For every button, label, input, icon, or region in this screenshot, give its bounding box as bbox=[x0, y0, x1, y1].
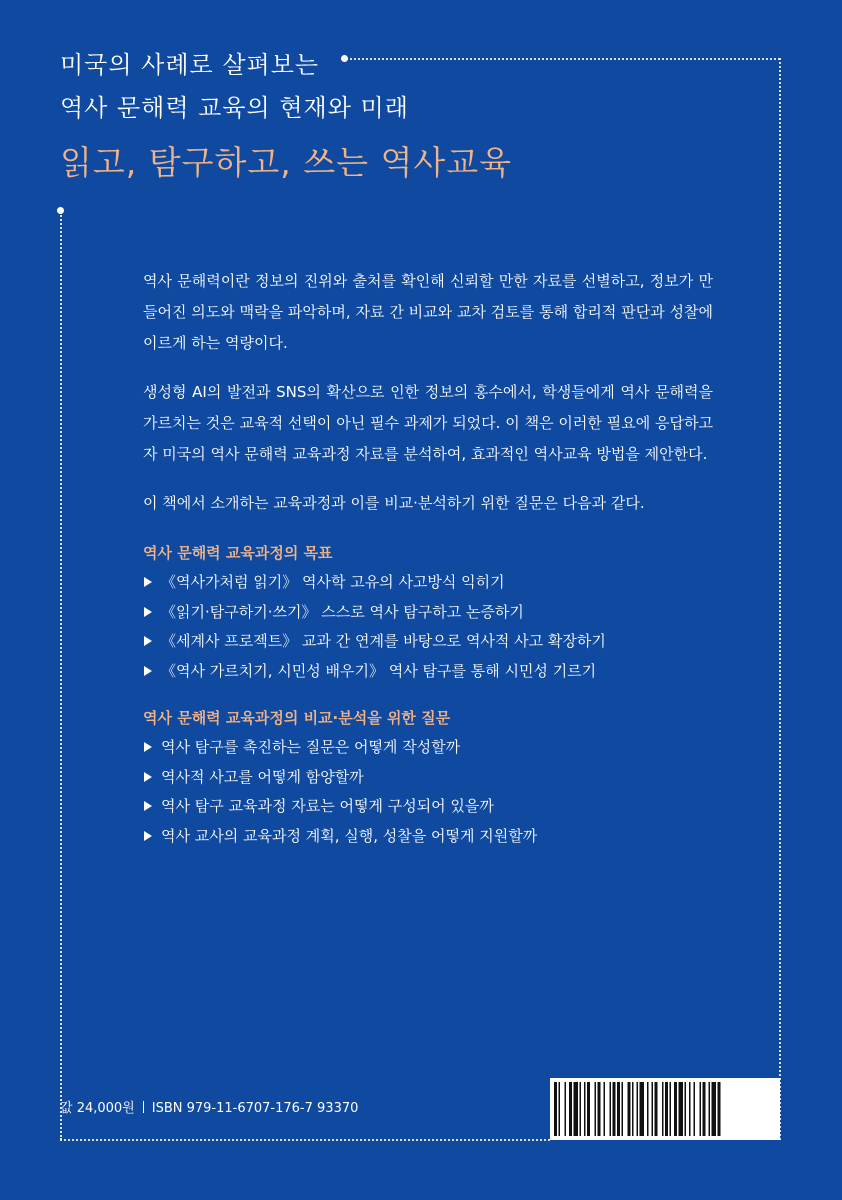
description-paragraph-2: 생성형 AI의 발전과 SNS의 확산으로 인한 정보의 홍수에서, 학생들에게 역사 문해력을 가르치는 것은 교육적 선택이 아닌 필수 과제가 되었다. 이 책은 이러한 필요에 응답하고자 미국의 역사 문해력 교육과정 자료를 분석하여, 효과적인 역사교육 방법을 제안한다. bbox=[143, 383, 713, 463]
barcode-bar bbox=[652, 1082, 654, 1136]
price-isbn-line bbox=[60, 1100, 358, 1118]
book-title: 읽고, 탐구하고, 쓰는 역사교육 bbox=[60, 143, 512, 182]
subtitle-line-2: 역사 문해력 교육의 현재와 미래 bbox=[60, 94, 409, 122]
barcode-bar bbox=[604, 1082, 606, 1136]
goals-item-text: 《역사가처럼 읽기》 역사학 고유의 사고방식 익히기 bbox=[161, 573, 505, 591]
questions-item-text: 역사 탐구를 촉진하는 질문은 어떻게 작성할까 bbox=[161, 738, 461, 756]
dotted-frame-right bbox=[779, 58, 781, 1140]
barcode-bar bbox=[584, 1082, 586, 1136]
triangle-bullet-icon bbox=[144, 742, 152, 752]
dotted-frame-left bbox=[60, 212, 62, 1140]
subtitle-line-1: 미국의 사례로 살펴보는 bbox=[60, 51, 320, 79]
barcode-bar bbox=[613, 1082, 616, 1136]
triangle-bullet-icon bbox=[144, 666, 152, 676]
goals-list-item bbox=[143, 627, 713, 657]
barcode-bar bbox=[554, 1082, 557, 1136]
barcode-bar bbox=[718, 1082, 721, 1136]
barcode-bar bbox=[700, 1082, 702, 1136]
barcode-bar bbox=[565, 1082, 567, 1136]
goals-item-text: 《세계사 프로젝트》 교과 간 연계를 바탕으로 역사적 사고 확장하기 bbox=[161, 632, 606, 650]
barcode-bar bbox=[679, 1082, 684, 1136]
barcode-bar bbox=[694, 1082, 696, 1136]
goals-item-text: 《읽기·탐구하기·쓰기》 스스로 역사 탐구하고 논증하기 bbox=[161, 602, 524, 621]
dotted-frame-bottom bbox=[60, 1139, 550, 1141]
isbn-text: ISBN 979-11-6707-176-7 93370 bbox=[151, 1101, 359, 1116]
goals-list-item bbox=[143, 568, 713, 598]
barcode-bar bbox=[665, 1082, 668, 1136]
triangle-bullet-icon bbox=[144, 831, 152, 841]
goals-list-item bbox=[143, 598, 713, 628]
barcode-bar bbox=[662, 1082, 664, 1136]
triangle-bullet-icon bbox=[144, 636, 152, 646]
questions-list-item bbox=[143, 822, 713, 852]
goals-heading: 역사 문해력 교육과정의 목표 bbox=[143, 544, 333, 562]
questions-list-item bbox=[143, 733, 713, 763]
barcode bbox=[550, 1078, 780, 1140]
barcode-bar bbox=[587, 1082, 590, 1136]
barcode-bar bbox=[685, 1082, 687, 1136]
questions-list bbox=[143, 733, 713, 851]
barcode-bar bbox=[622, 1082, 624, 1136]
questions-item-text: 역사 교사의 교육과정 계획, 실행, 성찰을 어떻게 지원할까 bbox=[161, 826, 538, 845]
barcode-graphic bbox=[550, 1078, 780, 1140]
questions-item-text: 역사 탐구 교육과정 자료는 어떻게 구성되어 있을까 bbox=[161, 797, 494, 815]
goals-list bbox=[143, 568, 713, 686]
questions-item-text: 역사적 사고를 어떻게 함양할까 bbox=[161, 767, 364, 786]
triangle-bullet-icon bbox=[144, 801, 152, 811]
barcode-bar bbox=[637, 1082, 639, 1136]
questions-list-item bbox=[143, 792, 713, 822]
goals-item-text: 《역사 가르치기, 시민성 배우기》 역사 탐구를 통해 시민성 기르기 bbox=[161, 661, 597, 680]
barcode-bar bbox=[598, 1082, 601, 1136]
barcode-bar bbox=[595, 1082, 597, 1136]
barcode-bar bbox=[569, 1082, 572, 1136]
barcode-bar bbox=[628, 1082, 631, 1136]
barcode-bar bbox=[640, 1082, 645, 1136]
barcode-bar bbox=[610, 1082, 612, 1136]
barcode-bar bbox=[617, 1082, 620, 1136]
barcode-bar bbox=[559, 1082, 561, 1136]
barcode-bar bbox=[674, 1082, 677, 1136]
triangle-bullet-icon bbox=[144, 577, 152, 587]
barcode-bar bbox=[709, 1082, 711, 1136]
frame-dot-left bbox=[57, 207, 64, 214]
barcode-bar bbox=[574, 1082, 579, 1136]
price-text: 값 24,000원 bbox=[60, 1101, 135, 1116]
dotted-frame-top bbox=[346, 58, 780, 60]
triangle-bullet-icon bbox=[144, 772, 152, 782]
questions-list-item bbox=[143, 763, 713, 793]
barcode-bar bbox=[712, 1082, 717, 1136]
questions-heading: 역사 문해력 교육과정의 비교·분석을 위한 질문 bbox=[143, 709, 451, 727]
barcode-bar bbox=[689, 1082, 691, 1136]
description-paragraph-1: 역사 문해력이란 정보의 진위와 출처를 확인해 신뢰할 만한 자료를 선별하고, 정보가 만들어진 의도와 맥락을 파악하며, 자료 간 비교와 교차 검토를 통해 합리적 판단과 성찰에 이르게 하는 역량이다. bbox=[143, 272, 713, 352]
barcode-bar bbox=[703, 1082, 706, 1136]
separator-bar bbox=[143, 1101, 144, 1113]
description-body bbox=[143, 266, 713, 869]
barcode-bar bbox=[580, 1082, 582, 1136]
barcode-bar bbox=[647, 1082, 649, 1136]
barcode-bar bbox=[655, 1082, 658, 1136]
goals-list-item bbox=[143, 657, 713, 687]
description-paragraph-3: 이 책에서 소개하는 교육과정과 이를 비교·분석하기 위한 질문은 다음과 같다. bbox=[143, 494, 645, 512]
barcode-bar bbox=[670, 1082, 672, 1136]
triangle-bullet-icon bbox=[144, 607, 152, 617]
frame-dot-top bbox=[341, 55, 348, 62]
barcode-bar bbox=[632, 1082, 634, 1136]
